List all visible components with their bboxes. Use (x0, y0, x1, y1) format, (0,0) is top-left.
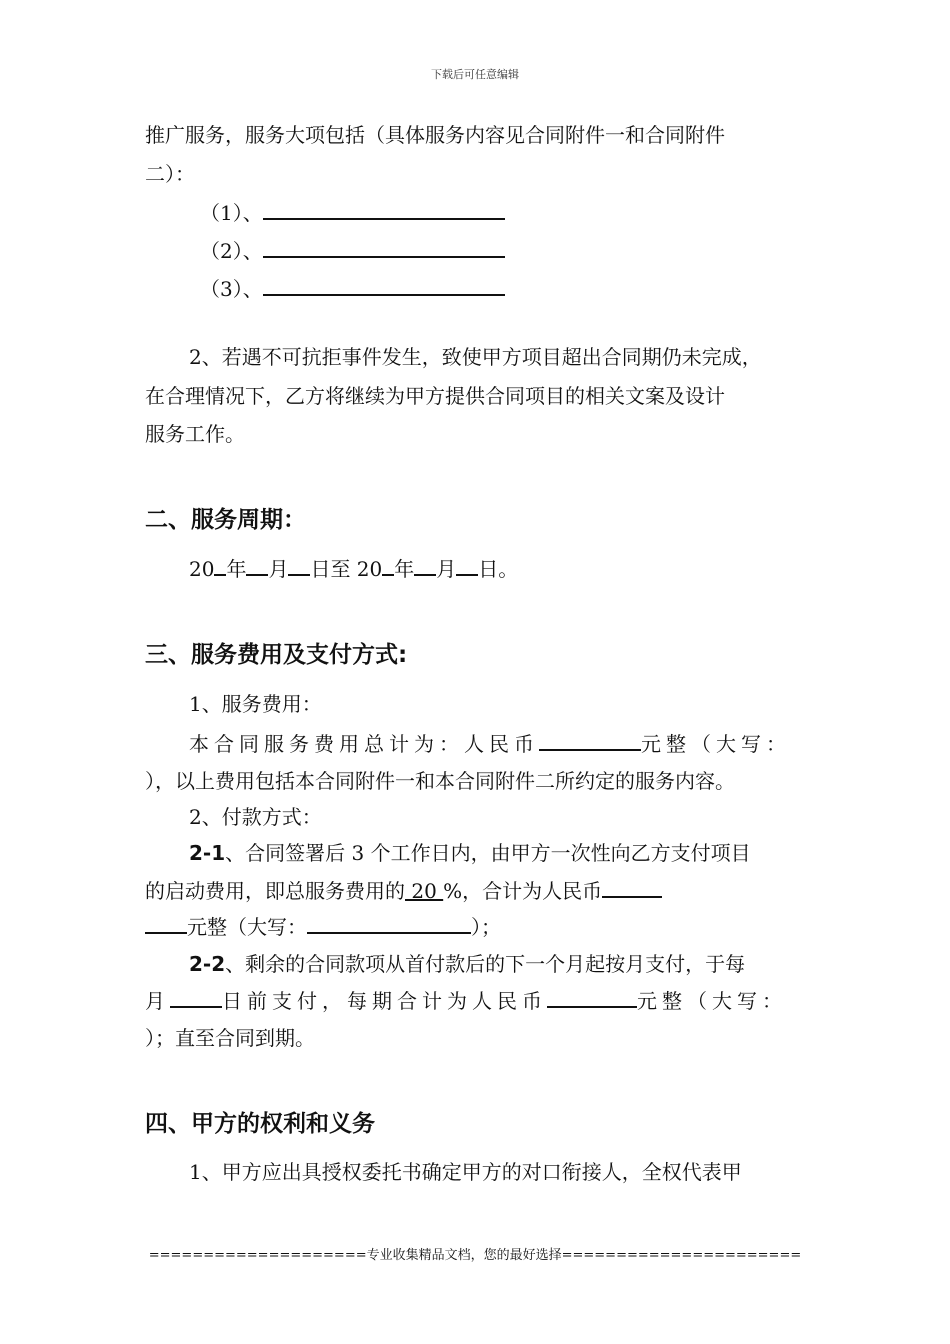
section-heading: 四、甲方的权利和义务 (145, 1111, 375, 1137)
day-label: 日。 (478, 557, 519, 581)
list-item-number: （1）、 (200, 201, 263, 225)
paragraph-line (189, 839, 751, 867)
paragraph-line: 二）： (145, 162, 195, 186)
fill-blank (539, 729, 641, 751)
clause-number: 2-2 (189, 952, 226, 976)
sub-heading: 1、服务费用： (189, 692, 322, 716)
year-prefix: 20 (189, 557, 215, 581)
clause-number: 2-1 (189, 841, 226, 865)
year-label: 年 (394, 557, 415, 581)
clause-text: 元整（大写： (637, 989, 787, 1013)
fill-blank (307, 912, 471, 934)
year-label: 年 (226, 557, 247, 581)
paragraph-line: 服务工作。 (145, 422, 245, 446)
fill-blank (145, 912, 187, 934)
percentage-value: 20 (405, 879, 444, 903)
clause-text: ）； (471, 915, 501, 939)
clause-text: 元整（大写： (187, 915, 307, 939)
fill-blank (456, 554, 478, 576)
clause-text: 月 (145, 989, 170, 1013)
fill-blank (214, 554, 226, 576)
paragraph-line (189, 950, 745, 978)
paragraph-line: ）；直至合同到期。 (145, 1026, 315, 1050)
list-item (200, 236, 505, 265)
month-label: 月 (268, 557, 289, 581)
fill-blank (170, 986, 222, 1008)
fill-blank (414, 554, 436, 576)
fill-blank (602, 876, 662, 898)
section-heading: 三、服务费用及支付方式: (145, 642, 408, 668)
clause-text: 、合同签署后 3 个工作日内，由甲方一次性向乙方支付项目 (225, 841, 751, 865)
fill-blank (263, 274, 505, 296)
list-item (200, 198, 505, 227)
page-header: 下载后可任意编辑 (431, 68, 519, 81)
paragraph-line (145, 986, 787, 1015)
list-item (200, 274, 505, 303)
page-footer: ====================专业收集精品文档，您的最好选择====================== (148, 1248, 802, 1263)
fill-blank (288, 554, 310, 576)
paragraph-line (145, 912, 501, 941)
paragraph-line (145, 876, 662, 905)
section-heading: 二、服务周期： (145, 507, 306, 533)
day-to-label: 日至 20 (310, 557, 383, 581)
fill-blank (246, 554, 268, 576)
paragraph-line (189, 729, 791, 758)
list-item-number: （3）、 (200, 277, 263, 301)
clause-text: 、剩余的合同款项从首付款后的下一个月起按月支付，于每 (225, 952, 746, 976)
fill-blank (263, 198, 505, 220)
paragraph-line: ），以上费用包括本合同附件一和本合同附件二所约定的服务内容。 (145, 769, 735, 793)
service-period-line (189, 554, 518, 583)
paragraph-line: 在合理情况下，乙方将继续为甲方提供合同项目的相关文案及设计 (145, 384, 725, 408)
fee-text: 本合同服务费用总计为：人民币 (189, 732, 539, 756)
fee-text: 元整（大写： (641, 732, 791, 756)
fill-blank (263, 236, 505, 258)
fill-blank (382, 554, 394, 576)
list-item-number: （2）、 (200, 239, 263, 263)
clause-text: 的启动费用，即总服务费用的 (145, 879, 405, 903)
paragraph-line: 2、若遇不可抗拒事件发生，致使甲方项目超出合同期仍未完成， (189, 345, 762, 369)
paragraph-line: 推广服务，服务大项包括（具体服务内容见合同附件一和合同附件 (145, 123, 725, 147)
paragraph-line: 1、甲方应出具授权委托书确定甲方的对口衔接人，全权代表甲 (189, 1160, 742, 1184)
sub-heading: 2、付款方式： (189, 805, 322, 829)
month-label: 月 (436, 557, 457, 581)
clause-text: 日前支付，每期合计为人民币 (222, 989, 547, 1013)
clause-text: %，合计为人民币 (443, 879, 603, 903)
fill-blank (547, 986, 637, 1008)
